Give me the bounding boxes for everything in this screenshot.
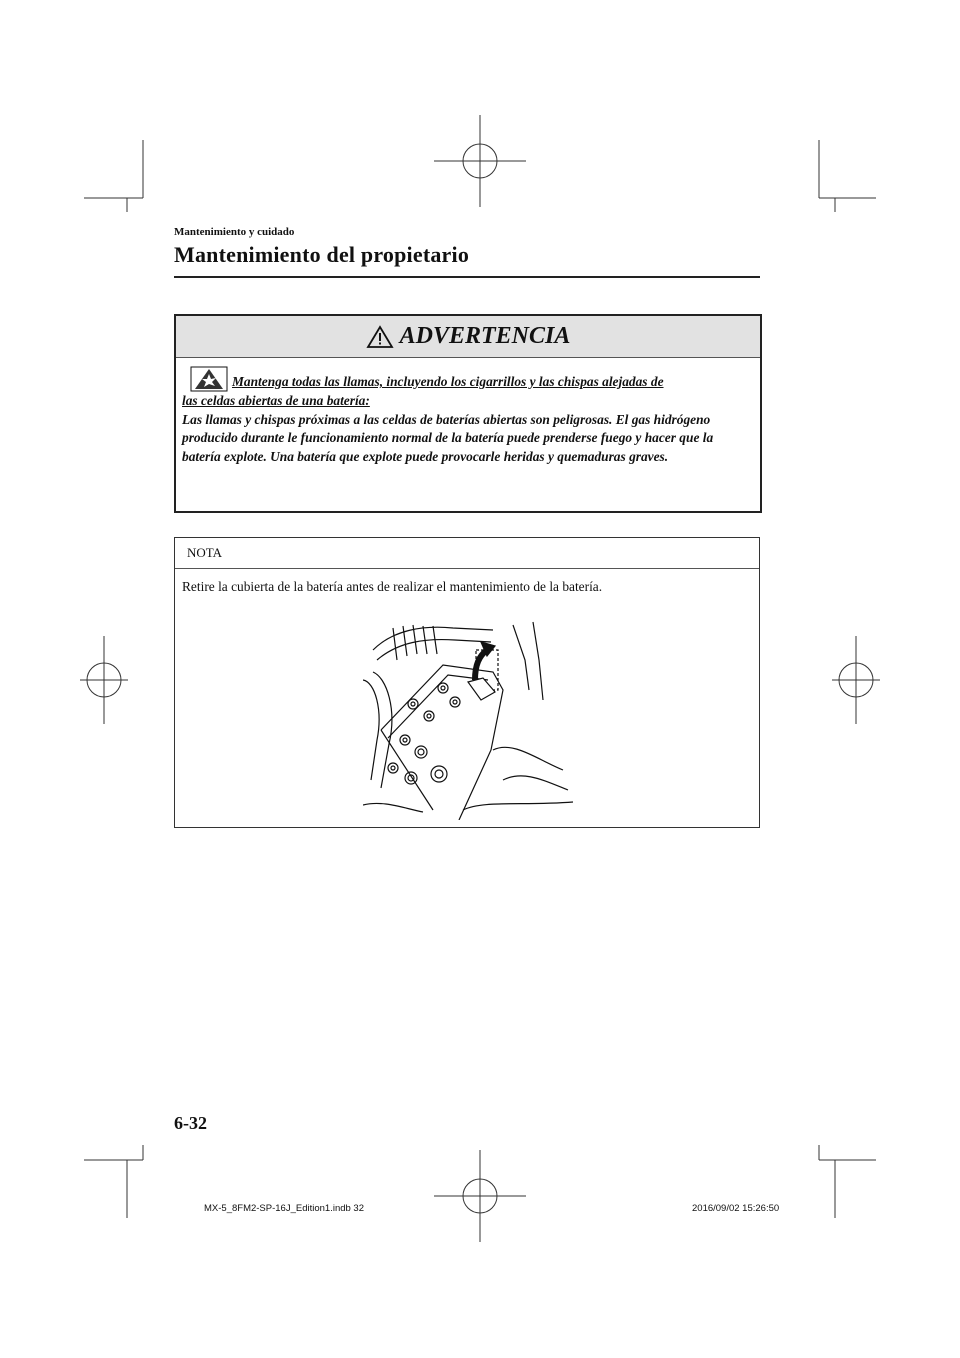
explosion-hazard-icon bbox=[190, 366, 228, 392]
footer-file-name: MX-5_8FM2-SP-16J_Edition1.indb 32 bbox=[204, 1203, 365, 1214]
warning-box bbox=[174, 314, 762, 513]
warning-heading: ADVERTENCIA bbox=[399, 323, 571, 349]
note-heading: NOTA bbox=[187, 545, 223, 560]
section-label: Mantenimiento y cuidado bbox=[174, 226, 295, 238]
note-text: Retire la cubierta de la batería antes de realizar el mantenimiento de la batería. bbox=[182, 579, 603, 594]
title-divider bbox=[174, 276, 760, 278]
page-number: 6-32 bbox=[174, 1113, 207, 1133]
footer-timestamp: 2016/09/02 15:26:50 bbox=[692, 1203, 780, 1214]
warning-body bbox=[182, 366, 754, 466]
warning-header bbox=[176, 316, 760, 358]
note-box bbox=[174, 537, 760, 828]
warning-body-text: Las llamas y chispas próximas a las celdas de baterías abiertas son peligrosas. El gas hidrógeno producido durante le funcionamiento normal de la batería puede prenderse fuego y hacer que la batería explote. Una batería que explote puede provocarle heridas y quemaduras graves. bbox=[182, 411, 714, 464]
note-header bbox=[175, 538, 759, 569]
battery-cover-illustration bbox=[363, 620, 575, 820]
warning-triangle-icon bbox=[366, 325, 394, 349]
warning-title-line1: Mantenga todas las llamas, incluyendo los cigarrillos y las chispas alejadas de bbox=[232, 374, 664, 389]
page-title: Mantenimiento del propietario bbox=[174, 242, 470, 267]
warning-title-line2: las celdas abiertas de una batería: bbox=[182, 393, 370, 408]
